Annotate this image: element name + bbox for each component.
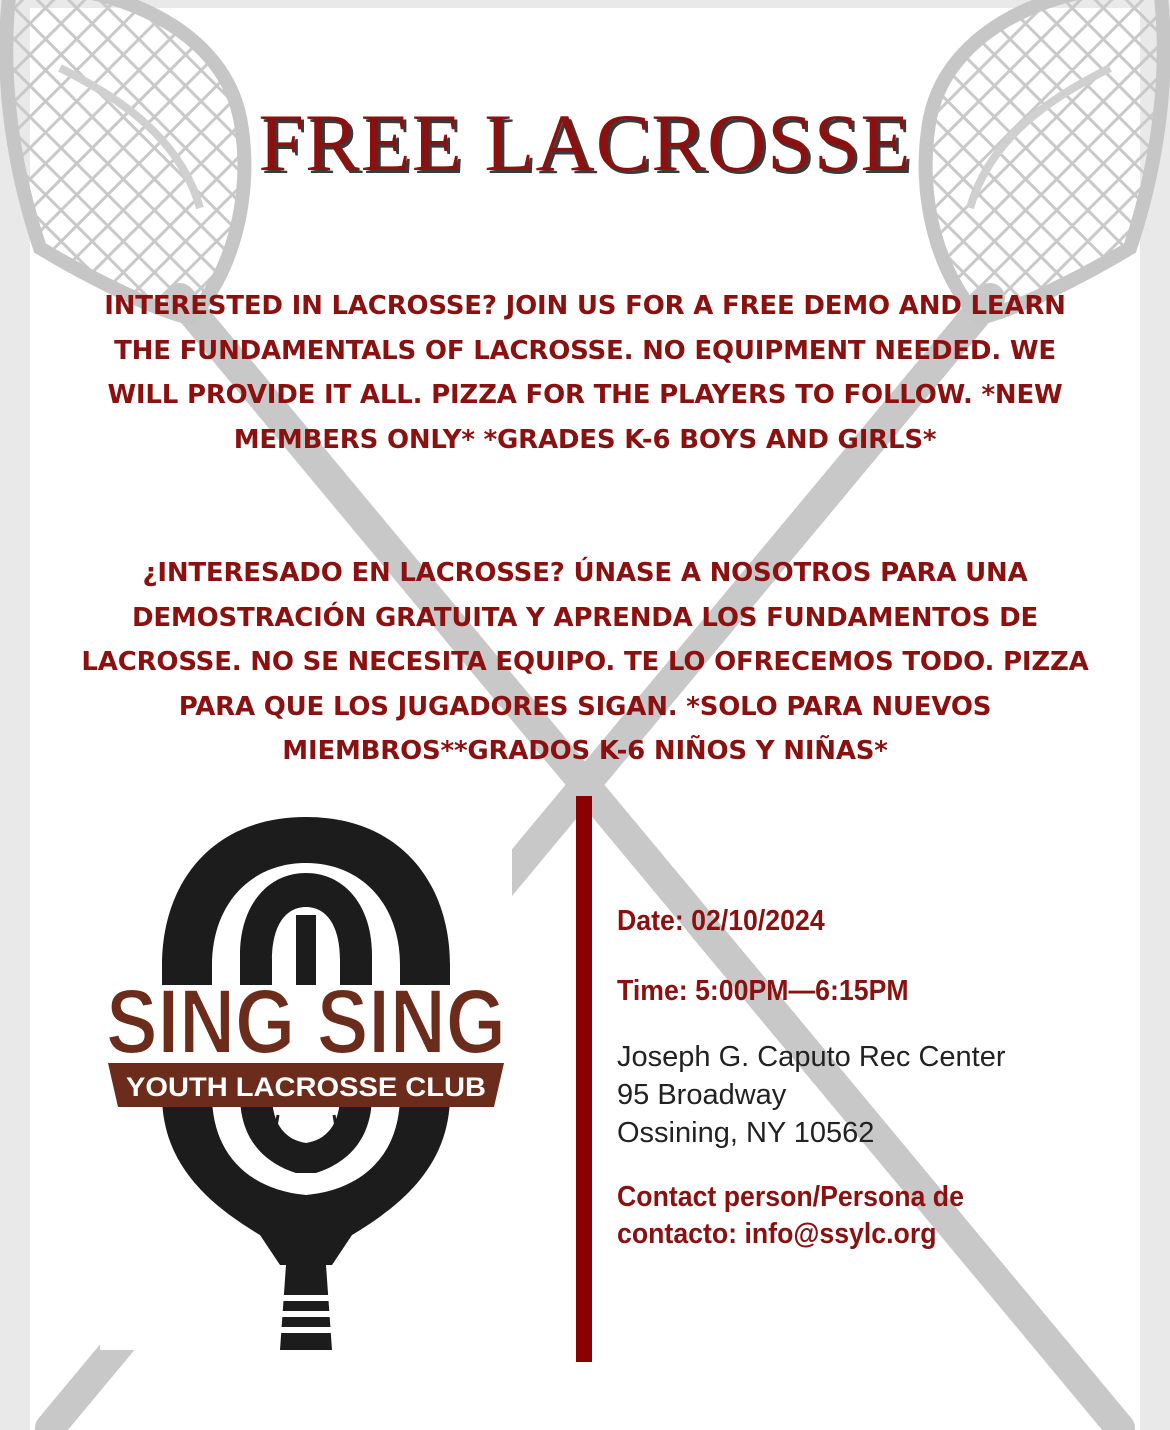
flyer-title: FREE LACROSSE <box>258 97 912 188</box>
club-logo <box>100 795 512 1350</box>
vertical-divider <box>576 796 592 1362</box>
logo-subtitle: YOUTH LACROSSE CLUB <box>126 1072 487 1102</box>
event-date: Date: 02/10/2024 <box>617 905 825 937</box>
intro-spanish: ¿INTERESADO EN LACROSSE? ÚNASE A NOSOTROS PARA UNA DEMOSTRACIÓN GRATUITA Y APRENDA LOS FUNDAMENTOS DE LACROSSE. NO SE NECESITA EQUIPO. TE LO OFRECEMOS TODO. PIZZA PARA QUE LOS JUGADORES SIGAN. *SOLO PARA NUEVOS MIEMBROS**GRADOS K-6 NIÑOS Y NIÑAS* <box>81 558 1089 766</box>
event-time: Time: 5:00PM—6:15PM <box>617 975 909 1007</box>
address-line: Joseph G. Caputo Rec Center <box>617 1041 1006 1073</box>
contact-info <box>617 1179 964 1253</box>
address-line: Ossining, NY 10562 <box>617 1117 875 1149</box>
lacrosse-head-logo-icon <box>100 795 512 1350</box>
contact-email-line[interactable]: contacto: info@ssylc.org <box>617 1218 937 1250</box>
event-address <box>617 1038 1005 1152</box>
address-line: 95 Broadway <box>617 1079 787 1111</box>
intro-english: INTERESTED IN LACROSSE? JOIN US FOR A FREE DEMO AND LEARN THE FUNDAMENTALS OF LACROSSE. NO EQUIPMENT NEEDED. WE WILL PROVIDE IT ALL. PIZZA FOR THE PLAYERS TO FOLLOW. *NEW MEMBERS ONLY* *GRADES K-6 BOYS AND GIRLS* <box>104 291 1066 455</box>
logo-name: SING SING <box>106 971 506 1073</box>
flyer-page <box>30 8 1140 1430</box>
contact-line: Contact person/Persona de <box>617 1181 964 1213</box>
